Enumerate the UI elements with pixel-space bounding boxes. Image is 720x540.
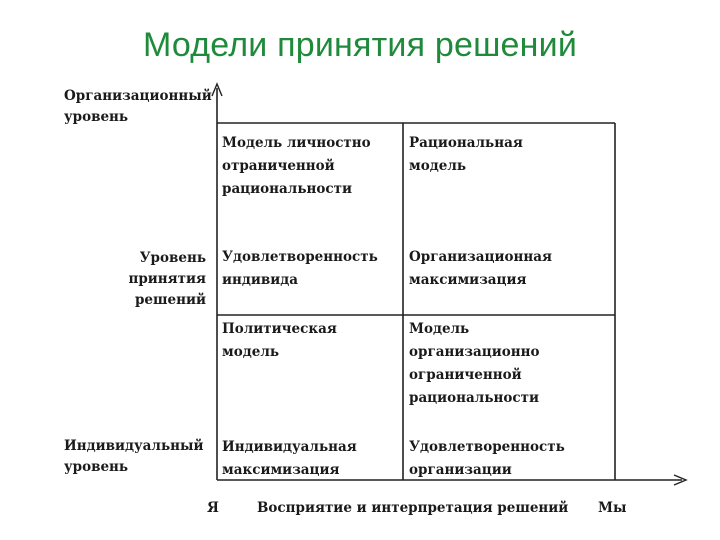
cell-line: Модель личностно (222, 135, 371, 151)
cell-line: Политическая (222, 321, 337, 337)
cell-line: отраниченной (222, 158, 335, 174)
cell-line: Удовлетворенность (409, 439, 565, 455)
x-axis-left-label: Я (207, 500, 219, 516)
cell-line: Модель (409, 321, 470, 337)
y-axis-middle-label-line: решений (134, 292, 206, 308)
cell-top-right (409, 132, 523, 178)
cell-line: ограниченной (409, 367, 522, 383)
y-axis-top-label (64, 86, 212, 128)
y-axis-bottom-label (64, 436, 204, 478)
cell-bottom-left (222, 436, 357, 482)
y-axis-bottom-label-line: Индивидуальный (64, 438, 204, 454)
cell-top-left (222, 132, 371, 201)
cell-lower-right (409, 318, 539, 410)
y-axis-middle-label-line: Уровень (139, 250, 206, 266)
y-axis-top-label-line: Организационный (64, 88, 212, 104)
cell-line: индивида (222, 272, 299, 288)
y-axis-middle-label-line: принятия (128, 271, 206, 287)
slide-title: Модели принятия решений (142, 26, 578, 64)
cell-line: Организационная (409, 249, 552, 265)
y-axis-bottom-label-line: уровень (64, 459, 129, 475)
cell-line: организационно (409, 344, 540, 360)
y-axis-top-label-line: уровень (64, 109, 129, 125)
x-axis-right-label: Мы (598, 500, 627, 516)
cell-mid-right (409, 246, 552, 292)
cell-line: Рациональная (409, 135, 523, 151)
cell-line: рациональности (222, 181, 352, 197)
cell-line: модель (222, 344, 279, 360)
cell-line: организации (409, 462, 512, 478)
cell-line: максимизация (409, 272, 527, 288)
cell-bottom-right (409, 436, 565, 482)
cell-line: Индивидуальная (222, 439, 357, 455)
y-axis-middle-label (120, 248, 206, 311)
cell-line: максимизация (222, 462, 340, 478)
cell-line: рациональности (409, 390, 539, 406)
cell-mid-left (222, 246, 378, 292)
cell-lower-left (222, 318, 337, 364)
cell-line: модель (409, 158, 466, 174)
x-axis-middle-label: Восприятие и интерпретация решений (257, 500, 569, 516)
cell-line: Удовлетворенность (222, 249, 378, 265)
